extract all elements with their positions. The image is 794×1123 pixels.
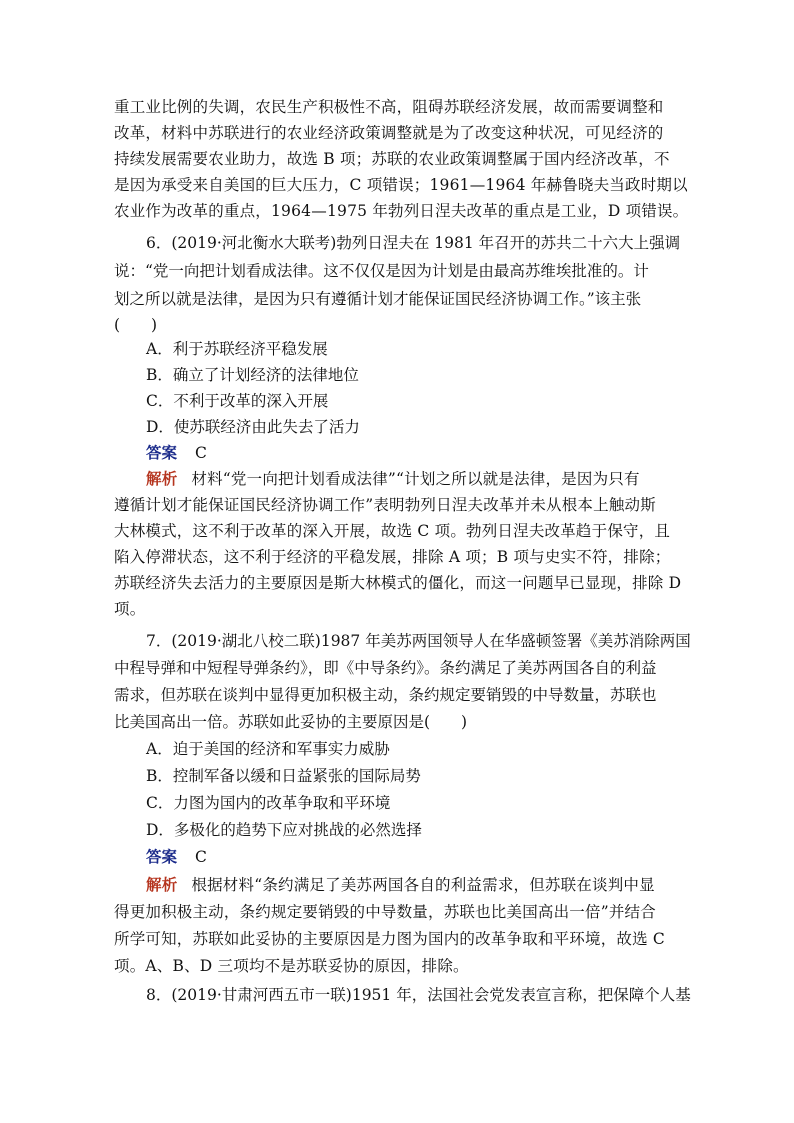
question-7-option-b: B．控制军备以缓和日益紧张的国际局势 [146, 767, 421, 785]
prev-analysis-line: 是因为承受来自美国的巨大压力，C 项错误；1961—1964 年赫鲁晓夫当政时期以 [114, 176, 688, 194]
prev-analysis-line: 改革，材料中苏联进行的农业经济政策调整就是为了改变这种状况，可见经济的 [114, 124, 664, 142]
question-6-analysis-line: 遵循计划才能保证国民经济协调工作”表明勃列日涅夫改革并未从根本上触动斯 [114, 496, 656, 514]
question-7-stem: 中程导弹和中短程导弹条约》，即《中导条约》。条约满足了美苏两国各自的利益 [114, 659, 657, 677]
question-6-option-c: C．不利于改革的深入开展 [146, 392, 329, 410]
question-7-stem: 7．(2019·湖北八校二联)1987 年美苏两国领导人在华盛顿签署《美苏消除两国 [146, 632, 691, 650]
question-8-stem: 8．(2019·甘肃河西五市一联)1951 年，法国社会党发表宣言称，把保障个人基 [146, 986, 691, 1004]
question-7-answer [146, 844, 207, 870]
answer-value: C [195, 444, 207, 462]
question-7-stem: 比美国高出一倍。苏联如此妥协的主要原因是( ) [114, 713, 468, 731]
question-7-stem: 需求，但苏联在谈判中显得更加积极主动，条约规定要销毁的中导数量，苏联也 [114, 686, 657, 704]
answer-label: 答案 [146, 847, 178, 866]
question-6-stem: ( ) [114, 316, 158, 334]
prev-analysis-line: 农业作为改革的重点，1964—1975 年勃列日涅夫改革的重点是工业，D 项错误。 [114, 202, 689, 220]
question-7-option-d: D．多极化的趋势下应对挑战的必然选择 [146, 821, 422, 839]
analysis-text: 材料“党一向把计划看成法律”“计划之所以就是法律，是因为只有 [191, 470, 640, 488]
question-6-analysis [146, 466, 640, 492]
answer-label: 答案 [146, 443, 178, 462]
analysis-label: 解析 [146, 469, 178, 488]
question-6-option-a: A．利于苏联经济平稳发展 [146, 340, 328, 358]
question-7-option-a: A．迫于美国的经济和军事实力威胁 [146, 740, 390, 758]
question-6-stem: 划之所以就是法律，是因为只有遵循计划才能保证国民经济协调工作。”该主张 [114, 290, 642, 308]
question-7-analysis-line: 得更加积极主动，条约规定要销毁的中导数量，苏联也比美国高出一倍”并结合 [114, 903, 656, 921]
prev-analysis-line: 重工业比例的失调，农民生产积极性不高，阻碍苏联经济发展，故而需要调整和 [114, 98, 664, 116]
question-6-analysis-line: 陷入停滞状态，这不利于经济的平稳发展，排除 A 项；B 项与史实不符，排除； [114, 548, 671, 566]
question-7-analysis [146, 872, 655, 898]
analysis-text: 根据材料“条约满足了美苏两国各自的利益需求，但苏联在谈判中显 [191, 876, 655, 894]
question-6-stem: 说：“党一向把计划看成法律。这不仅仅是因为计划是由最高苏维埃批准的。计 [114, 262, 649, 280]
question-6-analysis-line: 项。 [114, 600, 146, 618]
question-7-analysis-line: 项。A、B、D 三项均不是苏联妥协的原因，排除。 [114, 957, 469, 975]
question-7-option-c: C．力图为国内的改革争取和平环境 [146, 794, 391, 812]
question-6-option-b: B．确立了计划经济的法律地位 [146, 366, 359, 384]
question-6-analysis-line: 大林模式，这不利于改革的深入开展，故选 C 项。勃列日涅夫改革趋于保守，且 [114, 522, 671, 540]
answer-value: C [195, 848, 207, 866]
analysis-label: 解析 [146, 875, 178, 894]
question-6-answer [146, 440, 207, 466]
question-6-analysis-line: 苏联经济失去活力的主要原因是斯大林模式的僵化，而这一问题早已显现，排除 D [114, 574, 682, 592]
question-6-stem: 6．(2019·河北衡水大联考)勃列日涅夫在 1981 年召开的苏共二十六大上强调 [146, 234, 681, 252]
question-7-analysis-line: 所学可知，苏联如此妥协的主要原因是力图为国内的改革争取和平环境，故选 C [114, 930, 665, 948]
question-6-option-d: D．使苏联经济由此失去了活力 [146, 418, 360, 436]
prev-analysis-line: 持续发展需要农业助力，故选 B 项；苏联的农业政策调整属于国内经济改革，不 [114, 150, 670, 168]
